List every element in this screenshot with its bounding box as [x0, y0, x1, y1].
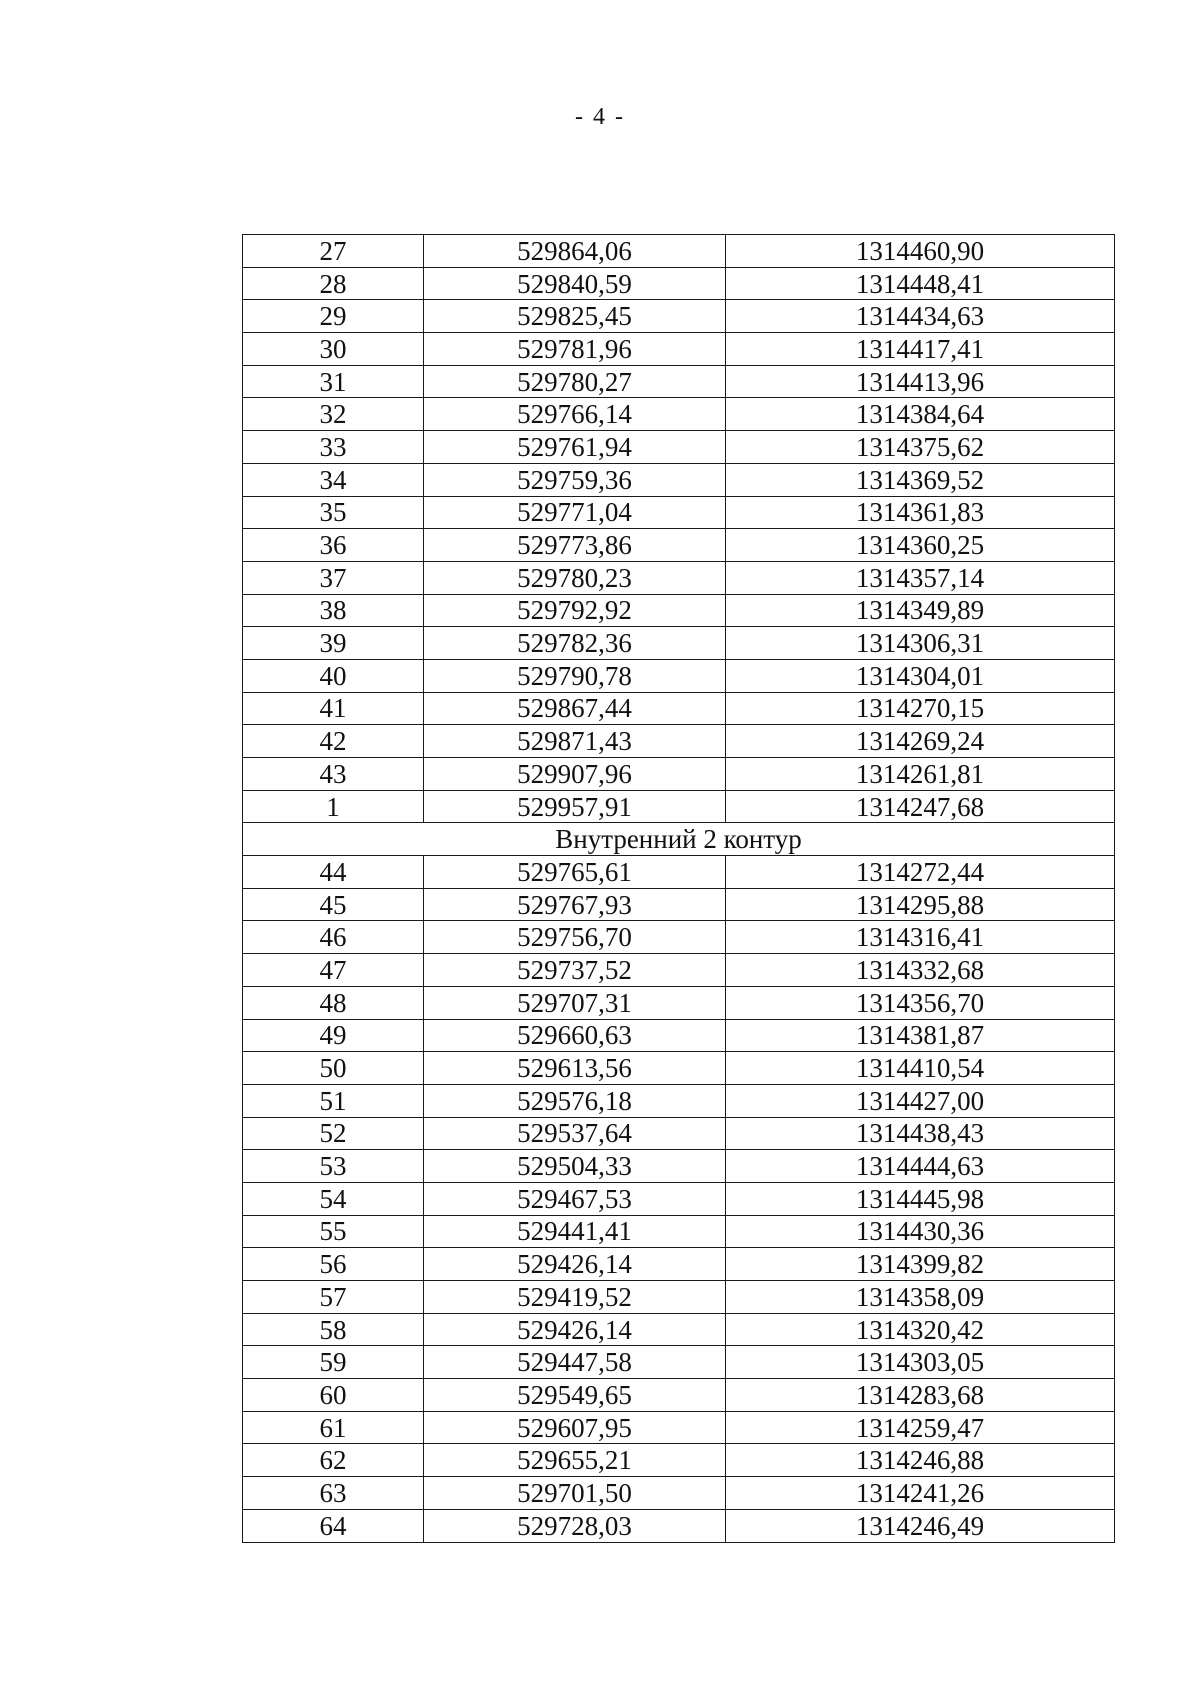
- x-coordinate-cell: 529467,53: [424, 1182, 726, 1215]
- table-row: [243, 1379, 1115, 1412]
- table-row: [243, 627, 1115, 660]
- page-number: - 4 -: [575, 104, 625, 130]
- y-coordinate-cell: 1314241,26: [726, 1477, 1115, 1510]
- x-coordinate-cell: 529759,36: [424, 463, 726, 496]
- table-row: [243, 1084, 1115, 1117]
- point-number-cell: 43: [243, 758, 424, 791]
- table-row: [243, 856, 1115, 889]
- point-number-cell: 32: [243, 398, 424, 431]
- point-number-cell: 62: [243, 1444, 424, 1477]
- y-coordinate-cell: 1314369,52: [726, 463, 1115, 496]
- y-coordinate-cell: 1314381,87: [726, 1019, 1115, 1052]
- y-coordinate-cell: 1314460,90: [726, 235, 1115, 268]
- y-coordinate-cell: 1314272,44: [726, 856, 1115, 889]
- coordinates-rows-outer-contour: [243, 235, 1115, 823]
- section-title: Внутренний 2 контур: [243, 823, 1115, 856]
- x-coordinate-cell: 529867,44: [424, 692, 726, 725]
- y-coordinate-cell: 1314283,68: [726, 1379, 1115, 1412]
- x-coordinate-cell: 529707,31: [424, 986, 726, 1019]
- table-row: [243, 986, 1115, 1019]
- table-row: [243, 594, 1115, 627]
- point-number-cell: 29: [243, 300, 424, 333]
- x-coordinate-cell: 529957,91: [424, 790, 726, 823]
- point-number-cell: 46: [243, 921, 424, 954]
- table-row: [243, 431, 1115, 464]
- point-number-cell: 38: [243, 594, 424, 627]
- coordinates-table: [242, 234, 1115, 1543]
- coordinates-rows-inner-contour: [243, 856, 1115, 1542]
- y-coordinate-cell: 1314358,09: [726, 1281, 1115, 1314]
- table-row: [243, 725, 1115, 758]
- y-coordinate-cell: 1314438,43: [726, 1117, 1115, 1150]
- point-number-cell: 63: [243, 1477, 424, 1510]
- x-coordinate-cell: 529728,03: [424, 1509, 726, 1542]
- table-row: [243, 463, 1115, 496]
- y-coordinate-cell: 1314246,88: [726, 1444, 1115, 1477]
- point-number-cell: 27: [243, 235, 424, 268]
- point-number-cell: 51: [243, 1084, 424, 1117]
- table-row: [243, 1215, 1115, 1248]
- y-coordinate-cell: 1314444,63: [726, 1150, 1115, 1183]
- x-coordinate-cell: 529780,23: [424, 561, 726, 594]
- x-coordinate-cell: 529549,65: [424, 1379, 726, 1412]
- y-coordinate-cell: 1314303,05: [726, 1346, 1115, 1379]
- table-row: [243, 1509, 1115, 1542]
- y-coordinate-cell: 1314316,41: [726, 921, 1115, 954]
- point-number-cell: 37: [243, 561, 424, 594]
- x-coordinate-cell: 529447,58: [424, 1346, 726, 1379]
- x-coordinate-cell: 529840,59: [424, 267, 726, 300]
- point-number-cell: 30: [243, 333, 424, 366]
- table-row: [243, 888, 1115, 921]
- table-row: [243, 758, 1115, 791]
- table-row: [243, 496, 1115, 529]
- x-coordinate-cell: 529701,50: [424, 1477, 726, 1510]
- point-number-cell: 48: [243, 986, 424, 1019]
- table-row: [243, 659, 1115, 692]
- point-number-cell: 59: [243, 1346, 424, 1379]
- y-coordinate-cell: 1314246,49: [726, 1509, 1115, 1542]
- y-coordinate-cell: 1314261,81: [726, 758, 1115, 791]
- x-coordinate-cell: 529792,92: [424, 594, 726, 627]
- point-number-cell: 36: [243, 529, 424, 562]
- x-coordinate-cell: 529426,14: [424, 1248, 726, 1281]
- y-coordinate-cell: 1314413,96: [726, 365, 1115, 398]
- x-coordinate-cell: 529765,61: [424, 856, 726, 889]
- point-number-cell: 28: [243, 267, 424, 300]
- x-coordinate-cell: 529660,63: [424, 1019, 726, 1052]
- x-coordinate-cell: 529737,52: [424, 954, 726, 987]
- y-coordinate-cell: 1314304,01: [726, 659, 1115, 692]
- y-coordinate-cell: 1314445,98: [726, 1182, 1115, 1215]
- table-row: [243, 790, 1115, 823]
- x-coordinate-cell: 529576,18: [424, 1084, 726, 1117]
- x-coordinate-cell: 529782,36: [424, 627, 726, 660]
- point-number-cell: 45: [243, 888, 424, 921]
- table-row: [243, 1411, 1115, 1444]
- point-number-cell: 41: [243, 692, 424, 725]
- x-coordinate-cell: 529780,27: [424, 365, 726, 398]
- point-number-cell: 50: [243, 1052, 424, 1085]
- point-number-cell: 34: [243, 463, 424, 496]
- point-number-cell: 64: [243, 1509, 424, 1542]
- point-number-cell: 49: [243, 1019, 424, 1052]
- x-coordinate-cell: 529864,06: [424, 235, 726, 268]
- table-row: [243, 1052, 1115, 1085]
- y-coordinate-cell: 1314410,54: [726, 1052, 1115, 1085]
- x-coordinate-cell: 529426,14: [424, 1313, 726, 1346]
- table-row: [243, 1346, 1115, 1379]
- table-row: [243, 1117, 1115, 1150]
- point-number-cell: 57: [243, 1281, 424, 1314]
- table-row: [243, 1477, 1115, 1510]
- point-number-cell: 52: [243, 1117, 424, 1150]
- x-coordinate-cell: 529825,45: [424, 300, 726, 333]
- y-coordinate-cell: 1314384,64: [726, 398, 1115, 431]
- y-coordinate-cell: 1314259,47: [726, 1411, 1115, 1444]
- y-coordinate-cell: 1314448,41: [726, 267, 1115, 300]
- x-coordinate-cell: 529504,33: [424, 1150, 726, 1183]
- y-coordinate-cell: 1314247,68: [726, 790, 1115, 823]
- y-coordinate-cell: 1314306,31: [726, 627, 1115, 660]
- x-coordinate-cell: 529781,96: [424, 333, 726, 366]
- table-row: [243, 267, 1115, 300]
- table-row: [243, 300, 1115, 333]
- point-number-cell: 39: [243, 627, 424, 660]
- x-coordinate-cell: 529766,14: [424, 398, 726, 431]
- point-number-cell: 53: [243, 1150, 424, 1183]
- table-row: [243, 1150, 1115, 1183]
- point-number-cell: 56: [243, 1248, 424, 1281]
- y-coordinate-cell: 1314349,89: [726, 594, 1115, 627]
- table-row: [243, 921, 1115, 954]
- table-row: [243, 398, 1115, 431]
- y-coordinate-cell: 1314399,82: [726, 1248, 1115, 1281]
- y-coordinate-cell: 1314417,41: [726, 333, 1115, 366]
- x-coordinate-cell: 529756,70: [424, 921, 726, 954]
- point-number-cell: 1: [243, 790, 424, 823]
- x-coordinate-cell: 529761,94: [424, 431, 726, 464]
- point-number-cell: 40: [243, 659, 424, 692]
- table-row: [243, 529, 1115, 562]
- x-coordinate-cell: 529655,21: [424, 1444, 726, 1477]
- point-number-cell: 60: [243, 1379, 424, 1412]
- y-coordinate-cell: 1314332,68: [726, 954, 1115, 987]
- point-number-cell: 55: [243, 1215, 424, 1248]
- table-row: [243, 954, 1115, 987]
- y-coordinate-cell: 1314320,42: [726, 1313, 1115, 1346]
- y-coordinate-cell: 1314269,24: [726, 725, 1115, 758]
- x-coordinate-cell: 529767,93: [424, 888, 726, 921]
- table-row: [243, 1182, 1115, 1215]
- table-row: [243, 333, 1115, 366]
- table-row: [243, 1281, 1115, 1314]
- y-coordinate-cell: 1314357,14: [726, 561, 1115, 594]
- y-coordinate-cell: 1314427,00: [726, 1084, 1115, 1117]
- table-row: [243, 1313, 1115, 1346]
- point-number-cell: 54: [243, 1182, 424, 1215]
- y-coordinate-cell: 1314295,88: [726, 888, 1115, 921]
- point-number-cell: 33: [243, 431, 424, 464]
- x-coordinate-cell: 529907,96: [424, 758, 726, 791]
- point-number-cell: 42: [243, 725, 424, 758]
- section-header-group: [243, 823, 1115, 856]
- table-row: [243, 1019, 1115, 1052]
- table-row: [243, 692, 1115, 725]
- y-coordinate-cell: 1314430,36: [726, 1215, 1115, 1248]
- x-coordinate-cell: 529771,04: [424, 496, 726, 529]
- y-coordinate-cell: 1314270,15: [726, 692, 1115, 725]
- y-coordinate-cell: 1314434,63: [726, 300, 1115, 333]
- table-row: [243, 365, 1115, 398]
- x-coordinate-cell: 529537,64: [424, 1117, 726, 1150]
- point-number-cell: 44: [243, 856, 424, 889]
- point-number-cell: 35: [243, 496, 424, 529]
- point-number-cell: 61: [243, 1411, 424, 1444]
- x-coordinate-cell: 529790,78: [424, 659, 726, 692]
- x-coordinate-cell: 529613,56: [424, 1052, 726, 1085]
- table-row: [243, 235, 1115, 268]
- y-coordinate-cell: 1314375,62: [726, 431, 1115, 464]
- table-row: [243, 1444, 1115, 1477]
- y-coordinate-cell: 1314356,70: [726, 986, 1115, 1019]
- x-coordinate-cell: 529441,41: [424, 1215, 726, 1248]
- table-row: [243, 1248, 1115, 1281]
- y-coordinate-cell: 1314361,83: [726, 496, 1115, 529]
- x-coordinate-cell: 529419,52: [424, 1281, 726, 1314]
- point-number-cell: 58: [243, 1313, 424, 1346]
- table-row: [243, 561, 1115, 594]
- section-header-row: [243, 823, 1115, 856]
- y-coordinate-cell: 1314360,25: [726, 529, 1115, 562]
- point-number-cell: 31: [243, 365, 424, 398]
- x-coordinate-cell: 529607,95: [424, 1411, 726, 1444]
- x-coordinate-cell: 529871,43: [424, 725, 726, 758]
- point-number-cell: 47: [243, 954, 424, 987]
- x-coordinate-cell: 529773,86: [424, 529, 726, 562]
